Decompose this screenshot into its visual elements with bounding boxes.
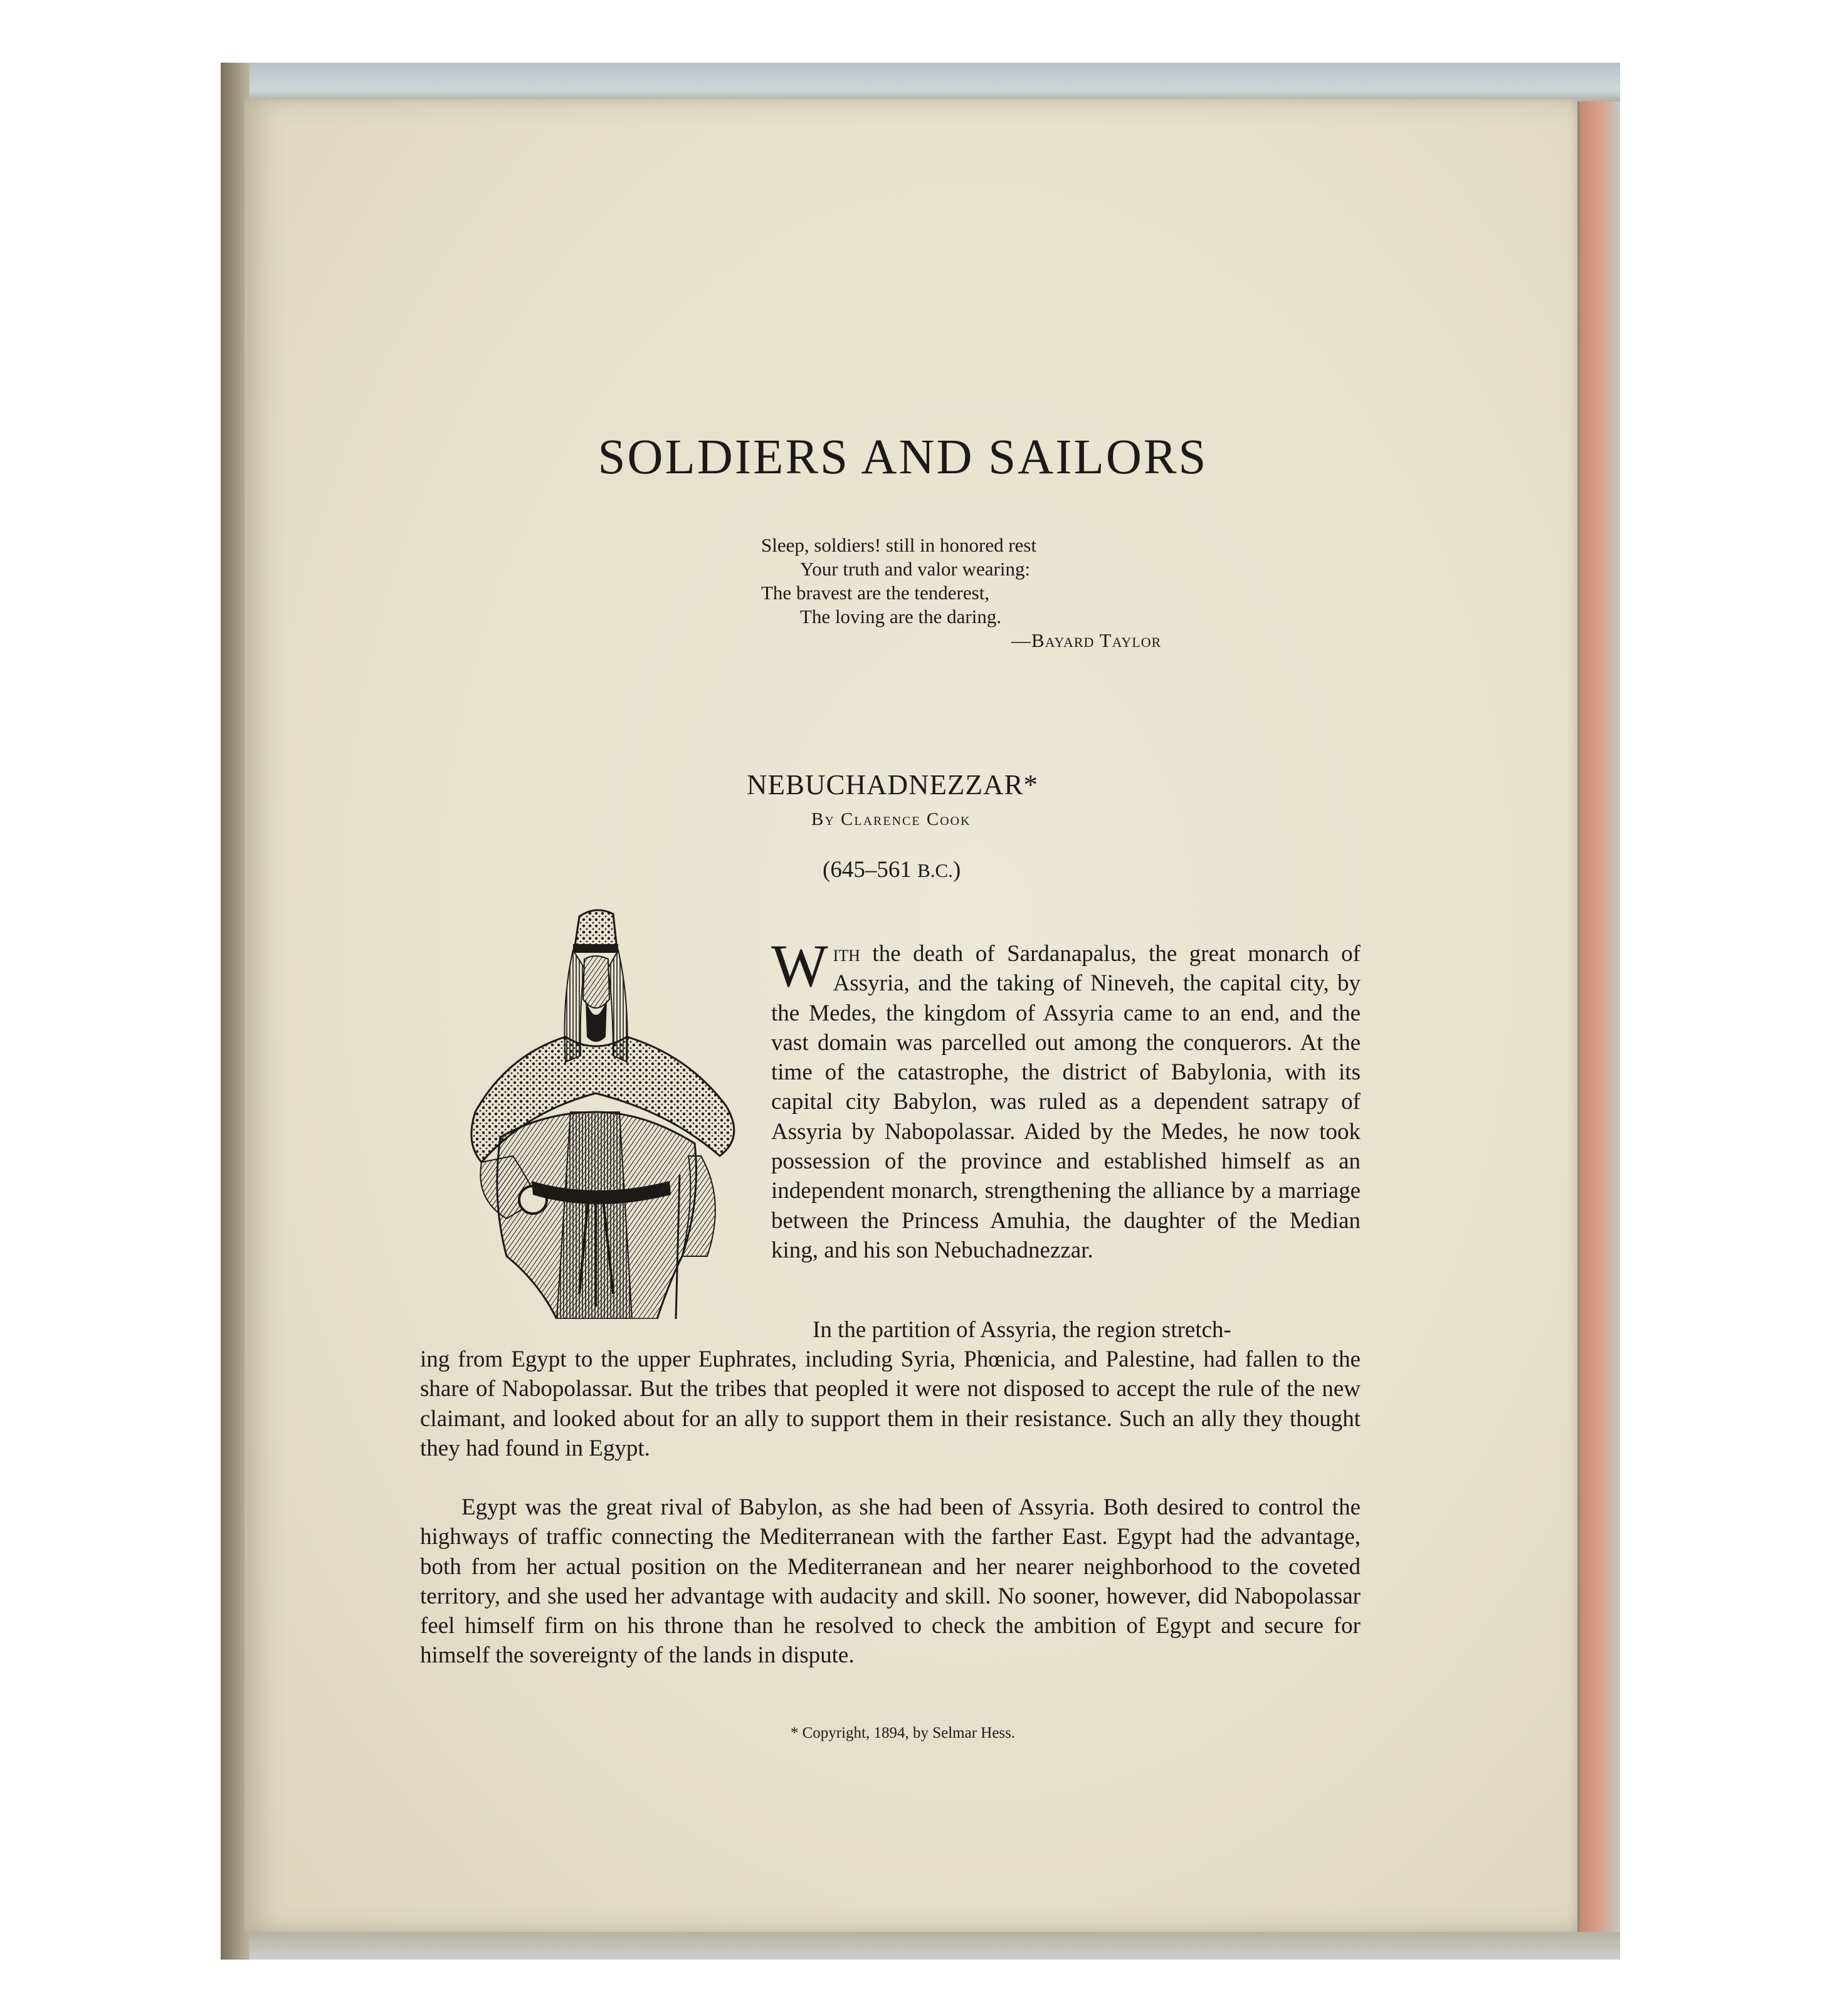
paragraph-2-lead: In the partition of Assyria, the region stretch- xyxy=(813,1317,1231,1343)
drop-cap: W xyxy=(771,932,828,999)
paragraph-1 xyxy=(771,932,1361,1265)
epigraph-line: The bravest are the tenderest, xyxy=(761,582,990,604)
dates-suffix: ) xyxy=(952,857,961,883)
book-photo xyxy=(221,63,1620,1960)
paragraph-1-text: the death of Sardanapalus, the great monarch of Assyria, and the taking of Nineveh, the capital city, by the Medes, the kingdom of Assyria came to an end, and the vast domain was parcelled out among the conquerors. At the time of the catastrophe, the district of Babylonia, with its capital city Babylon, was ruled as a dependent satrapy of Assyria by Nabopolassar. Aided by the Medes, he now took possession of the province and established himself as an independent monarch, strengthening the alliance by a marriage between the Princess Amuhia, the daughter of the Median king, and his son Nebuchadnezzar. xyxy=(771,941,1361,1263)
nebuchadnezzar-engraving xyxy=(431,905,765,1319)
book-page xyxy=(245,99,1577,1932)
byline: By Clarence Cook xyxy=(811,809,971,829)
epigraph-line: Sleep, soldiers! still in honored rest xyxy=(761,534,1037,556)
book-title: SOLDIERS AND SAILORS xyxy=(598,430,1208,485)
paragraph-2: ing from Egypt to the upper Euphrates, including Syria, Phœnicia, and Palestine, had fallen to the share of Nabopolassar. But the tribes that peopled it were not disposed to accept the rule of the new claimant, and looked about for an ally to support them in their resistance. Such an ally they thought they had found in Egypt. xyxy=(420,1347,1361,1461)
life-dates xyxy=(823,856,961,883)
paragraph-3: Egypt was the great rival of Babylon, as she had been of Assyria. Both desired to control the highways of traffic connecting the Mediterranean with the farther East. Egypt had the advantage, both from her actual position on the Mediterranean and her nearer neighborhood to the coveted territory, and she used her advantage with audacity and skill. No sooner, however, did Nabopolassar feel himself firm on his throne than he resolved to check the ambition of Egypt and secure for himself the sovereignty of the lands in dispute. xyxy=(420,1494,1361,1669)
epigraph-attribution: —Bayard Taylor xyxy=(1011,629,1162,651)
epigraph xyxy=(761,533,1161,653)
epigraph-line: The loving are the daring. xyxy=(800,606,1002,627)
background-top xyxy=(221,63,1620,102)
dates-era: B.C. xyxy=(917,859,953,881)
paragraph-1-lead: ith xyxy=(833,941,860,967)
dates-prefix: (645–561 xyxy=(823,857,918,883)
background-bottom xyxy=(221,1932,1620,1960)
chapter-title: NEBUCHADNEZZAR* xyxy=(747,769,1038,801)
epigraph-line: Your truth and valor wearing: xyxy=(800,558,1031,580)
copyright-footnote: * Copyright, 1894, by Selmar Hess. xyxy=(790,1725,1016,1741)
page-edges xyxy=(1580,102,1620,1932)
